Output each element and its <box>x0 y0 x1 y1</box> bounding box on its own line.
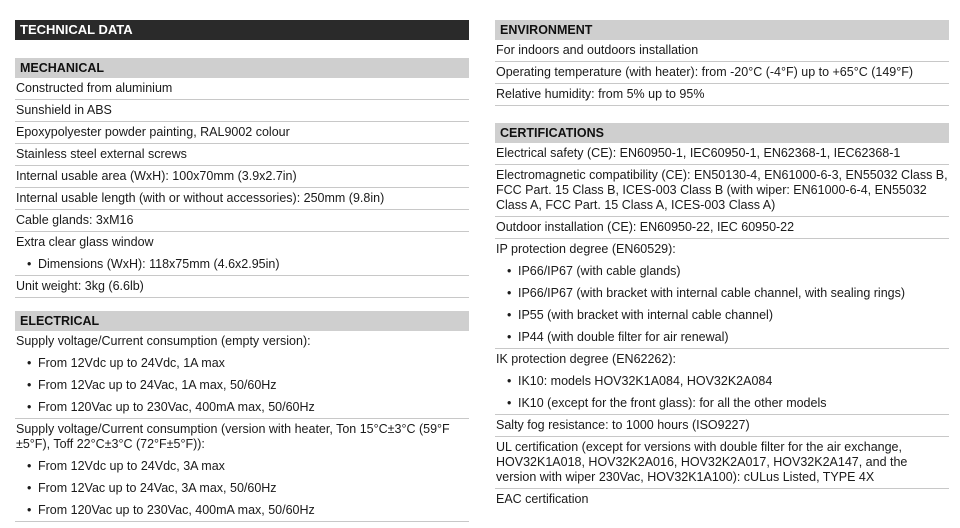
mechanical-row: Constructed from aluminium <box>15 78 469 100</box>
ip-protection-item: • IP44 (with double filter for air renewal) <box>496 330 949 345</box>
ip-protection-label: IP protection degree (EN60529): <box>496 242 676 256</box>
supply-heater-item: • From 12Vdc up to 24Vdc, 3A max <box>16 459 469 474</box>
supply-empty-item: • From 12Vdc up to 24Vdc, 1A max <box>16 356 469 371</box>
supply-heater-label: Supply voltage/Current consumption (version with heater, Ton 15°C±3°C (59°F ±5°F), Toff 22°C±3°C (72°F±5°F)): <box>16 422 450 451</box>
electrical-safety-row: Electrical safety (CE): EN60950-1, IEC60950-1, EN62368-1, IEC62368-1 <box>495 143 949 165</box>
supply-heater-item: • From 120Vac up to 230Vac, 400mA max, 50/60Hz <box>16 503 469 518</box>
glass-window-row <box>15 232 469 276</box>
environment-row: Operating temperature (with heater): from -20°C (-4°F) up to +65°C (149°F) <box>495 62 949 84</box>
glass-dimensions-item: • Dimensions (WxH): 118x75mm (4.6x2.95in) <box>16 257 469 272</box>
right-column <box>495 0 949 510</box>
supply-empty-label: Supply voltage/Current consumption (empty version): <box>16 334 311 348</box>
ip-protection-row <box>495 239 949 349</box>
section-heading-electrical: ELECTRICAL <box>15 311 469 331</box>
section-heading-environment: ENVIRONMENT <box>495 20 949 40</box>
ik-protection-label: IK protection degree (EN62262): <box>496 352 676 366</box>
mechanical-row: Internal usable area (WxH): 100x70mm (3.9x2.7in) <box>15 166 469 188</box>
supply-heater-row <box>15 419 469 522</box>
ik-protection-item: • IK10 (except for the front glass): for all the other models <box>496 396 949 411</box>
mechanical-row: Cable glands: 3xM16 <box>15 210 469 232</box>
supply-empty-row <box>15 331 469 419</box>
ip-protection-item: • IP55 (with bracket with internal cable channel) <box>496 308 949 323</box>
eac-certification-row: EAC certification <box>496 492 589 506</box>
supply-empty-item: • From 120Vac up to 230Vac, 400mA max, 50/60Hz <box>16 400 469 415</box>
ip-protection-item: • IP66/IP67 (with bracket with internal cable channel, with sealing rings) <box>496 286 949 301</box>
page-title: TECHNICAL DATA <box>15 20 469 40</box>
outdoor-installation-row: Outdoor installation (CE): EN60950-22, IEC 60950-22 <box>495 217 949 239</box>
emc-row: Electromagnetic compatibility (CE): EN50130-4, EN61000-6-3, EN55032 Class B, FCC Part. 15 Class B, ICES-003 Class B (with wiper: EN61000-6-4, EN55032 Class A, FCC Part. 15 Class A, ICES-003 Class A) <box>495 165 949 217</box>
ik-protection-item: • IK10: models HOV32K1A084, HOV32K2A084 <box>496 374 949 389</box>
ik-protection-row <box>495 349 949 415</box>
section-heading-certifications: CERTIFICATIONS <box>495 123 949 143</box>
salty-fog-row: Salty fog resistance: to 1000 hours (ISO9227) <box>495 415 949 437</box>
environment-row: Relative humidity: from 5% up to 95% <box>495 84 949 106</box>
supply-heater-item: • From 12Vac up to 24Vac, 3A max, 50/60Hz <box>16 481 469 496</box>
supply-empty-item: • From 12Vac up to 24Vac, 1A max, 50/60Hz <box>16 378 469 393</box>
section-heading-mechanical: MECHANICAL <box>15 58 469 78</box>
left-column <box>15 0 469 522</box>
ul-certification-row: UL certification (except for versions with double filter for the air exchange, HOV32K1A018, HOV32K2A016, HOV32K2A017, HOV32K2A147, and the version with wiper 230Vac, HOV32K1A100): cULus Listed, TYPE 4X <box>495 437 949 489</box>
mechanical-row: Sunshield in ABS <box>15 100 469 122</box>
mechanical-row: Stainless steel external screws <box>15 144 469 166</box>
mechanical-row: Epoxypolyester powder painting, RAL9002 colour <box>15 122 469 144</box>
environment-row: For indoors and outdoors installation <box>495 40 949 62</box>
unit-weight-row: Unit weight: 3kg (6.6lb) <box>15 276 469 298</box>
glass-window-label: Extra clear glass window <box>16 235 154 249</box>
mechanical-row: Internal usable length (with or without accessories): 250mm (9.8in) <box>15 188 469 210</box>
ip-protection-item: • IP66/IP67 (with cable glands) <box>496 264 949 279</box>
